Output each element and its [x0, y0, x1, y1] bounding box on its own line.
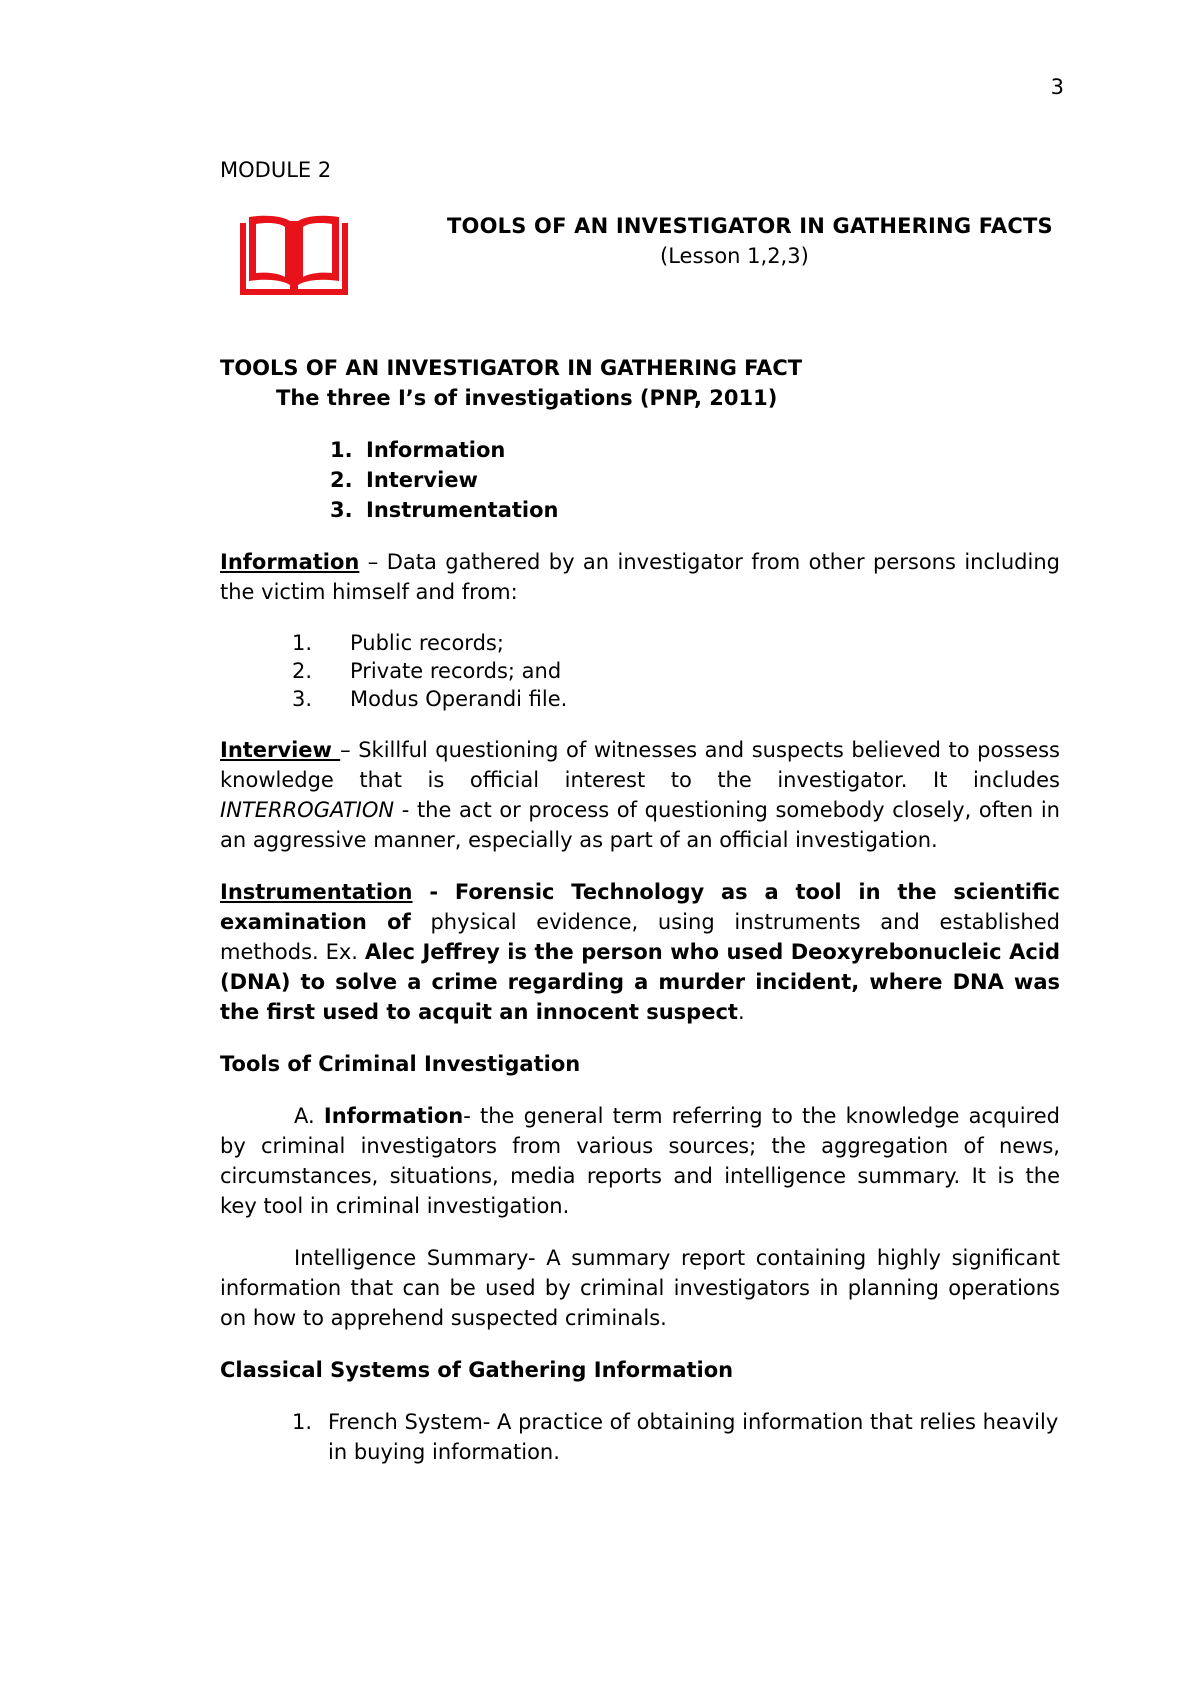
- book-icon: [240, 215, 348, 301]
- list-item: 1. French System- A practice of obtaining information that relies heavily in buying information.: [292, 1410, 1059, 1464]
- list-item: 3. Modus Operandi file.: [292, 687, 568, 711]
- instrumentation-paragraph: Instrumentation - Forensic Technology as a tool in the scientific examination of physical evidence, using instruments and established methods. Ex. Alec Jeffrey is the person who used Deoxyrebonucleic Acid (DNA) to solve a crime regarding a murder incident, where DNA was the first used to acquit an innocent suspect.: [220, 880, 1060, 1024]
- tools-heading: Tools of Criminal Investigation: [220, 1052, 581, 1076]
- list-item: 1. Information: [330, 438, 506, 462]
- module-title: TOOLS OF AN INVESTIGATOR IN GATHERING FACTS: [447, 214, 1053, 238]
- page-number: 3: [1050, 75, 1064, 99]
- module-label: MODULE 2: [220, 158, 332, 182]
- classical-heading: Classical Systems of Gathering Information: [220, 1358, 734, 1382]
- lesson-label: (Lesson 1,2,3): [660, 244, 809, 268]
- interrogation-term: INTERROGATION: [220, 798, 395, 822]
- three-is-list: [330, 435, 1060, 525]
- information-paragraph: Information – Data gathered by an investigator from other persons including the victim himself and from:: [220, 550, 1060, 604]
- interview-paragraph: Interview – Skillful questioning of witnesses and suspects believed to possess knowledge that is official interest to the investigator. It includes INTERROGATION - the act or process of questioning somebody closely, often in an aggressive manner, especially as part of an official investigation.: [220, 738, 1060, 852]
- interview-term: Interview: [220, 738, 341, 762]
- intelligence-summary-paragraph: Intelligence Summary- A summary report containing highly significant information that can be used by criminal investigators in planning operations on how to apprehend suspected criminals.: [220, 1246, 1060, 1330]
- list-item: 1. Public records;: [292, 631, 504, 655]
- classical-list: [292, 1407, 1060, 1467]
- information-term: Information: [220, 550, 360, 574]
- list-item: 2. Private records; and: [292, 659, 562, 683]
- document-body: [220, 353, 1060, 1467]
- list-item: 2. Interview: [330, 468, 478, 492]
- sources-list: [292, 629, 1060, 713]
- instrumentation-term: Instrumentation: [220, 880, 413, 904]
- tools-information-paragraph: A. Information- the general term referring to the knowledge acquired by criminal investigators from various sources; the aggregation of news, circumstances, situations, media reports and intelligence summary. It is the key tool in criminal investigation.: [220, 1104, 1060, 1218]
- section-title: TOOLS OF AN INVESTIGATOR IN GATHERING FACT: [220, 356, 803, 380]
- list-item: 3. Instrumentation: [330, 498, 559, 522]
- section-subtitle: The three I’s of investigations (PNP, 2011): [276, 386, 778, 410]
